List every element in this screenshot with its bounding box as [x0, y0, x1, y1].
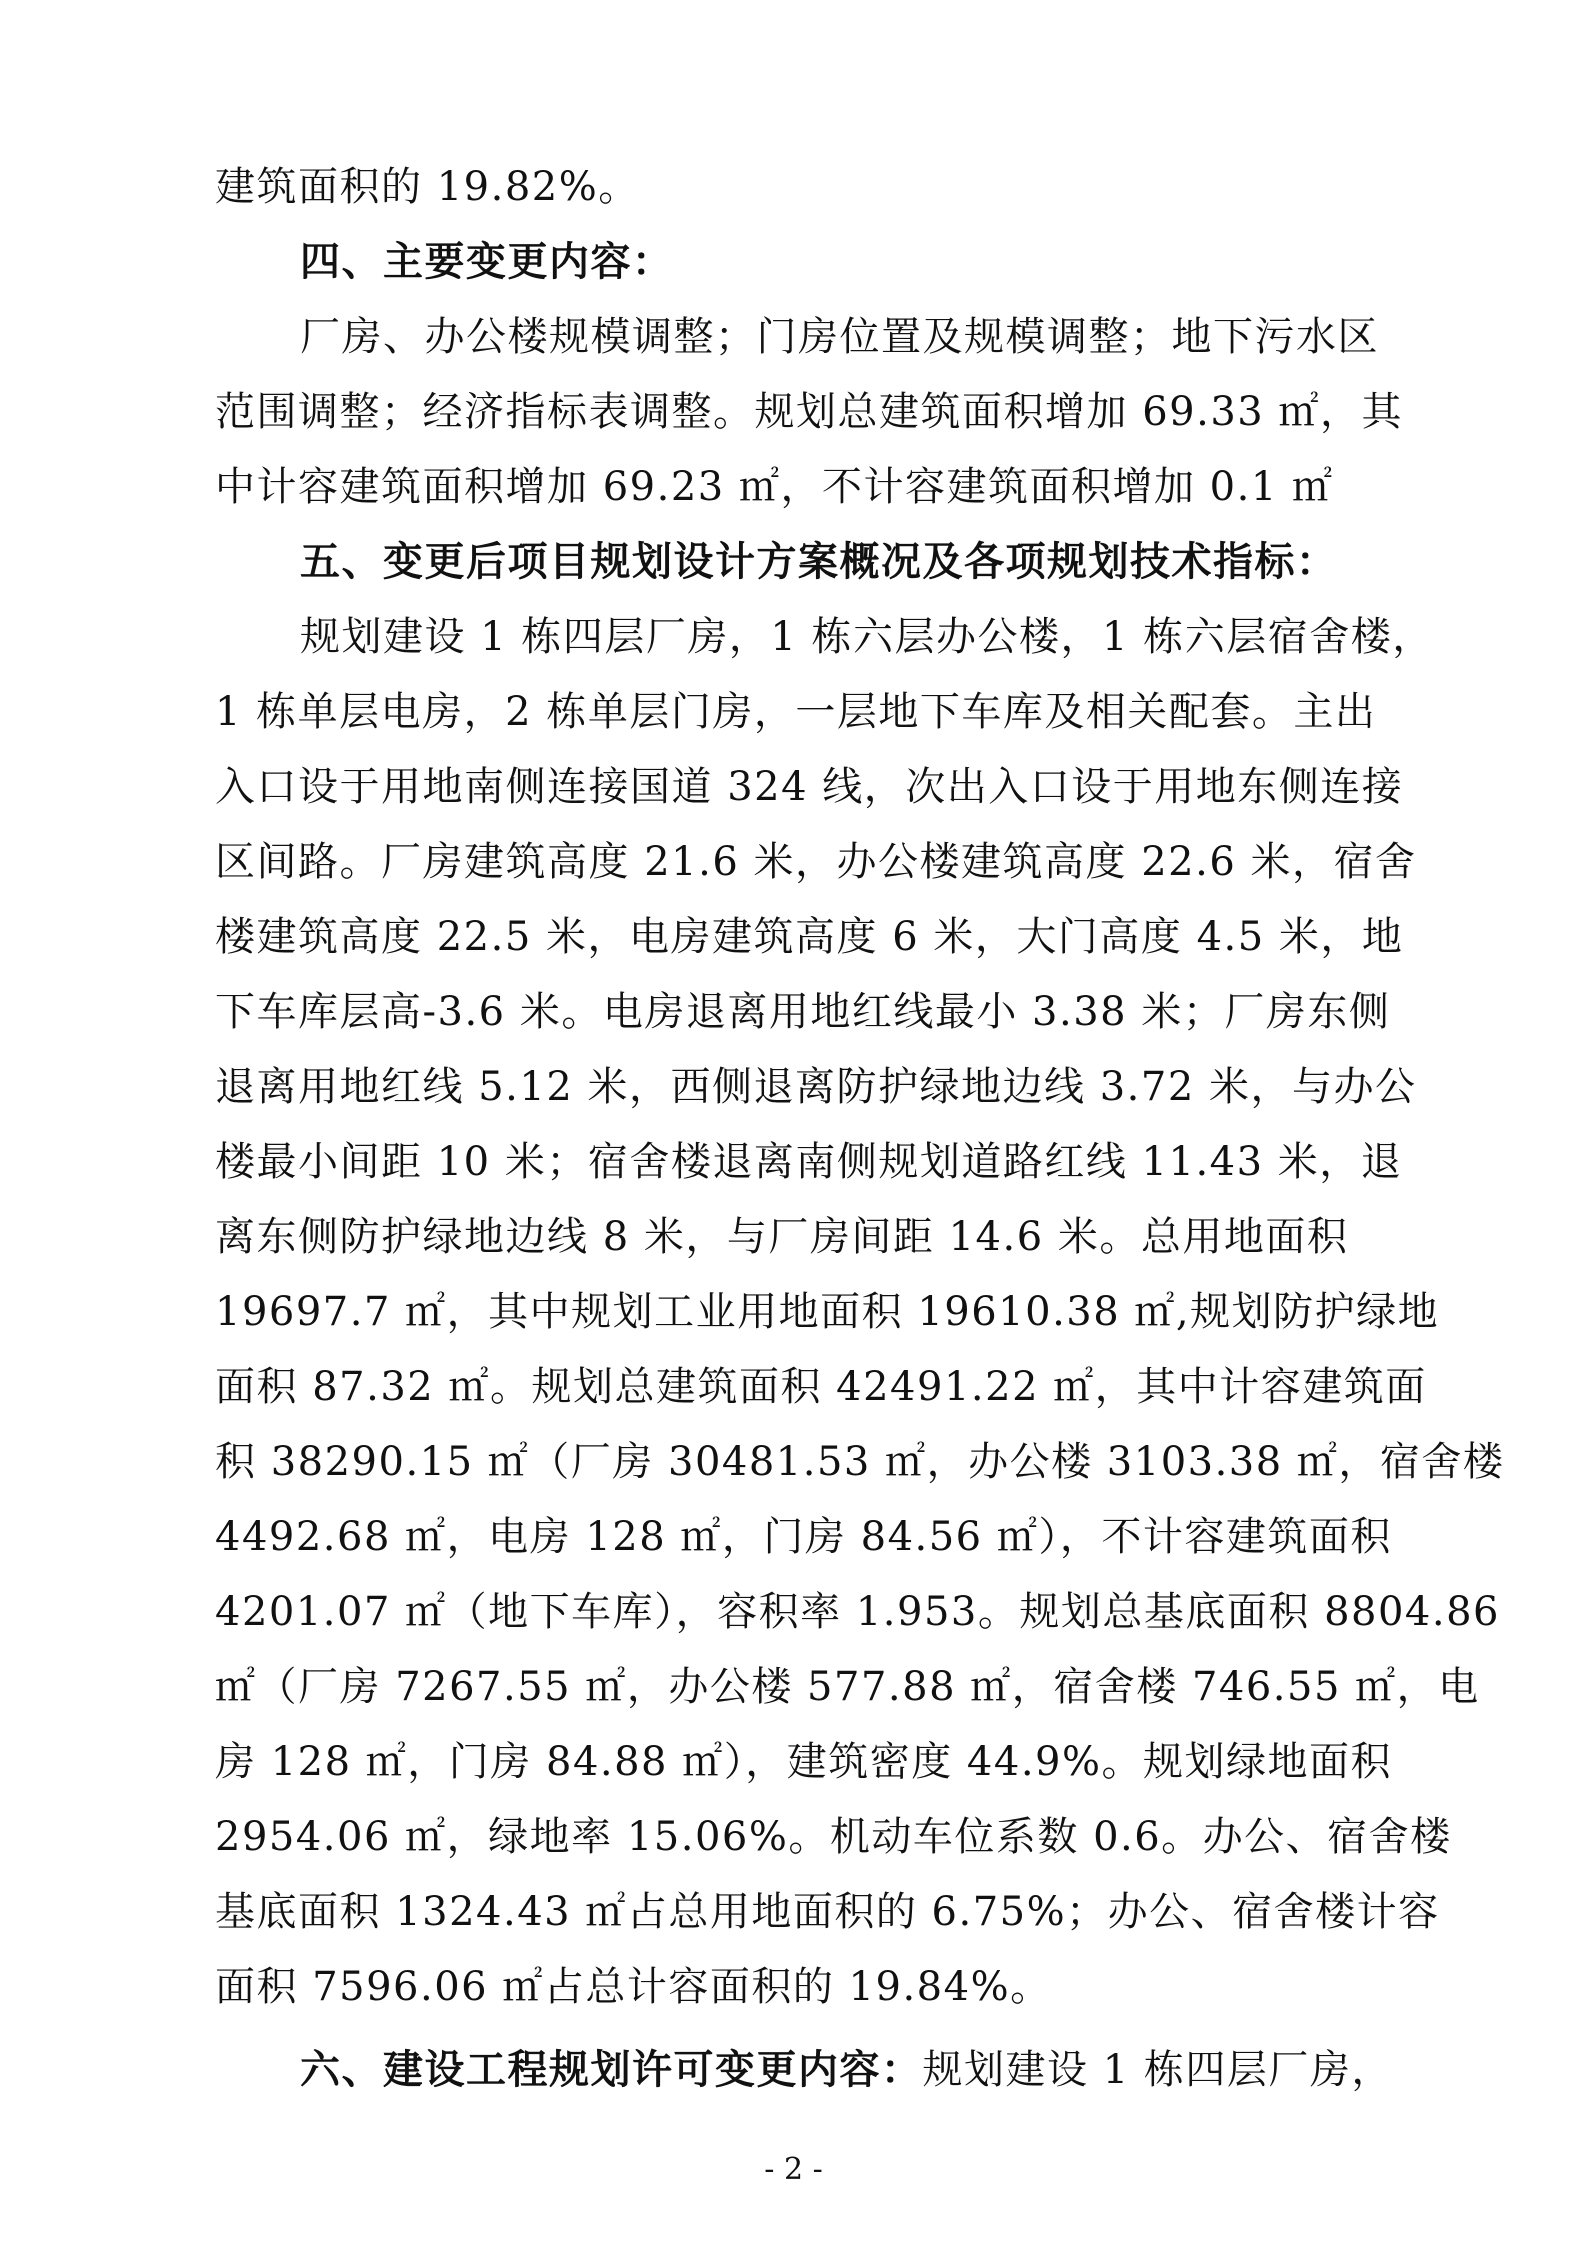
text-line: 面积 7596.06 ㎡占总计容面积的 19.84%。: [215, 1964, 1052, 2010]
text-line: 下车库层高-3.6 米。电房退离用地红线最小 3.38 米；厂房东侧: [215, 989, 1391, 1035]
text-line: 1 栋单层电房，2 栋单层门房，一层地下车库及相关配套。主出: [215, 689, 1377, 735]
text-line: ㎡（厂房 7267.55 ㎡，办公楼 577.88 ㎡，宿舍楼 746.55 ㎡，电: [215, 1664, 1480, 1710]
text-line: 中计容建筑面积增加 69.23 ㎡，不计容建筑面积增加 0.1 ㎡: [215, 464, 1334, 510]
text-line: 2954.06 ㎡，绿地率 15.06%。机动车位系数 0.6。办公、宿舍楼: [215, 1814, 1452, 1860]
text-line: 楼建筑高度 22.5 米，电房建筑高度 6 米，大门高度 4.5 米，地: [215, 914, 1404, 960]
section-6-text: 规划建设 1 栋四层厂房，: [922, 2047, 1393, 2093]
text-line: 积 38290.15 ㎡（厂房 30481.53 ㎡，办公楼 3103.38 ㎡，宿舍楼: [215, 1439, 1505, 1485]
page-number: - 2 -: [764, 2152, 823, 2187]
text-line: 厂房、办公楼规模调整；门房位置及规模调整；地下污水区: [300, 314, 1379, 360]
text-line: 入口设于用地南侧连接国道 324 线，次出入口设于用地东侧连接: [215, 764, 1404, 810]
text-line: 范围调整；经济指标表调整。规划总建筑面积增加 69.33 ㎡，其: [215, 389, 1403, 435]
section-6-line: [300, 2043, 1393, 2097]
section-heading-5: 五、变更后项目规划设计方案概况及各项规划技术指标：: [300, 538, 1338, 585]
text-line: 退离用地红线 5.12 米，西侧退离防护绿地边线 3.72 米，与办公: [215, 1064, 1417, 1110]
section-heading-6: 六、建设工程规划许可变更内容：: [300, 2046, 923, 2093]
text-line: 规划建设 1 栋四层厂房，1 栋六层办公楼，1 栋六层宿舍楼，: [300, 614, 1434, 660]
text-line: 区间路。厂房建筑高度 21.6 米，办公楼建筑高度 22.6 米，宿舍: [215, 839, 1417, 885]
text-line: 面积 87.32 ㎡。规划总建筑面积 42491.22 ㎡，其中计容建筑面: [215, 1364, 1427, 1410]
text-line: 离东侧防护绿地边线 8 米，与厂房间距 14.6 米。总用地面积: [215, 1214, 1349, 1260]
text-line: 19697.7 ㎡，其中规划工业用地面积 19610.38 ㎡,规划防护绿地: [215, 1289, 1440, 1335]
section-heading-4: 四、主要变更内容：: [300, 238, 674, 285]
text-line: 楼最小间距 10 米；宿舍楼退离南侧规划道路红线 11.43 米，退: [215, 1139, 1403, 1185]
text-line: 4201.07 ㎡（地下车库），容积率 1.953。规划总基底面积 8804.86: [215, 1589, 1500, 1635]
text-line: 4492.68 ㎡，电房 128 ㎡，门房 84.56 ㎡），不计容建筑面积: [215, 1514, 1392, 1560]
text-line: 房 128 ㎡，门房 84.88 ㎡），建筑密度 44.9%。规划绿地面积: [215, 1739, 1393, 1785]
text-line: 建筑面积的 19.82%。: [215, 164, 640, 210]
text-line: 基底面积 1324.43 ㎡占总用地面积的 6.75%；办公、宿舍楼计容: [215, 1889, 1440, 1935]
